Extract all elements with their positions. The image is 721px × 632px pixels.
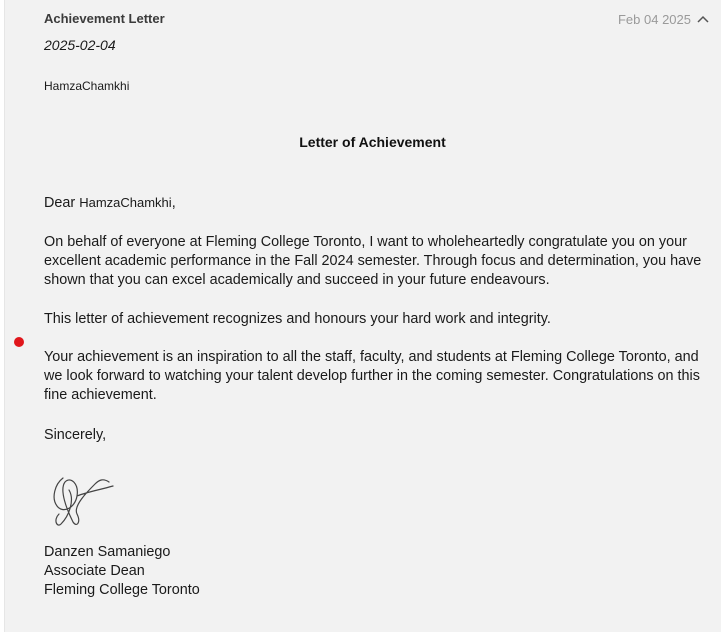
letter-date: 2025-02-04 xyxy=(44,37,116,53)
signer-organization: Fleming College Toronto xyxy=(44,582,200,598)
unread-marker-icon xyxy=(14,337,24,347)
letter-paragraph-2: This letter of achievement recognizes and honours your hard work and integrity. xyxy=(44,311,551,327)
salutation-prefix: Dear xyxy=(44,195,80,211)
message-date: Feb 04 2025 xyxy=(617,12,691,27)
letter-title: Letter of Achievement xyxy=(299,134,446,150)
salutation-name: HamzaChamkhi xyxy=(79,195,172,210)
letter-paragraph-1: On behalf of everyone at Fleming College Toronto, I want to wholeheartedly congratulate you on your excellent academic performance in the Fall 2024 semester. Through focus and determination, you have shown that you can excel academically and succeed in your future endeavours. xyxy=(44,234,702,288)
letter-closing: Sincerely, xyxy=(44,427,107,443)
letter-paragraph-3: Your achievement is an inspiration to all the staff, faculty, and students at Fleming College Toronto, and we look forward to watching your talent develop further in the coming semester. Congratulations on this fine achievement. xyxy=(44,349,700,403)
salutation xyxy=(44,193,714,213)
chevron-up-icon xyxy=(695,11,711,27)
message-panel xyxy=(4,0,721,632)
handwritten-signature xyxy=(47,470,119,532)
salutation-suffix: , xyxy=(171,195,176,211)
signer-title: Associate Dean xyxy=(44,563,145,579)
collapse-button[interactable] xyxy=(695,11,711,27)
letter-recipient: HamzaChamkhi xyxy=(44,79,130,93)
signer-name: Danzen Samaniego xyxy=(44,544,171,560)
message-title: Achievement Letter xyxy=(44,11,165,26)
